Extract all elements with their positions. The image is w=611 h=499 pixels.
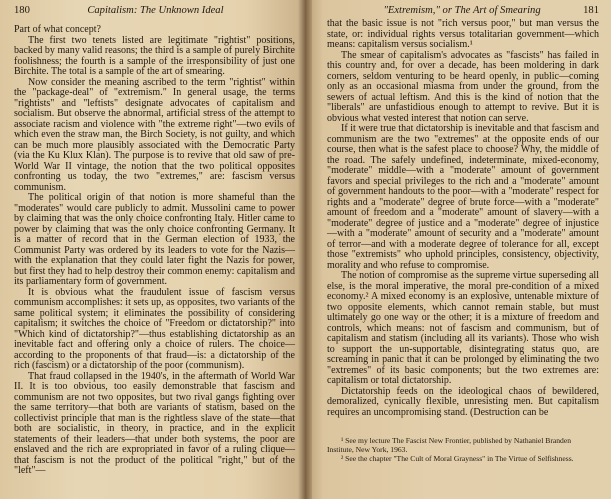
left-head-title: Capitalism: The Unknown Ideal [87, 5, 224, 16]
right-body-text [327, 19, 599, 418]
left-page-number: 180 [14, 5, 30, 16]
right-running-head [327, 4, 599, 18]
left-paragraph: The first two tenets listed are legitimate "rightist" positions, backed by many valid reasons; the third is a sample of purely Birchite foolishness; the fourth is a sample of the irresponsibility of just one Birchite. The total is a sample of the art of smearing. [14, 34, 295, 77]
left-paragraph: It is obvious what the fraudulent issue of fascism versus communism accomplishes: it sets up, as opposites, two variants of the same political system; it eliminates the possibility of considering capitalism; it switches the choice of "Freedom or dictatorship?" into "Which kind of dictatorship?"—thus establishing dictatorship as an inevitable fact and offering only a choice of rulers. The choice—according to the proponents of that fraud—is: a dictatorship of the rich (fascism) or a dictatorship of the poor (communism). [14, 286, 295, 371]
right-paragraph: Dictatorship feeds on the ideological chaos of bewildered, demoralized, cynically flexible, unresisting men. But capitalism requires an uncompromising stand. (Destruction can be [327, 385, 599, 418]
right-head-title: "Extremism," or The Art of Smearing [383, 5, 541, 16]
left-paragraph: Now consider the meaning ascribed to the term "rightist" within the "package-deal" of "extremism." In general usage, the terms "rightists" and "leftists" designate advocates of capitalism and socialism. But observe the abnormal, artificial stress of the attempt to associate racism and violence with "the extreme right"—two evils of which even the straw man, the Birch Society, is not guilty, and which can be much more plausibly associated with the Democratic Party (via the Ku Klux Klan). The purpose is to revive that old saw of pre-World War II vintage, the notion that the two political opposites confronting us today, the two "extremes," are: fascism versus communism. [14, 76, 295, 193]
left-paragraph: The political origin of that notion is more shameful than the "moderates" would care publicly to admit. Mussolini came to power by claiming that was the only choice confronting Italy. Hitler came to power by claiming that was the only choice confronting Germany. It is a matter of record that in the German election of 1933, the Communist Party was ordered by its leaders to vote for the Nazis—with the explanation that they could later fight the Nazis for power, but first they had to help destroy their common enemy: capitalism and its parliamentary form of government. [14, 192, 295, 287]
left-page [0, 0, 305, 499]
left-paragraph: Part of what concept? [14, 24, 101, 35]
left-body-text [14, 25, 295, 477]
book-gutter [298, 0, 312, 499]
footnotes [327, 436, 599, 463]
left-paragraph: That fraud collapsed in the 1940's, in the aftermath of World War II. It is too obvious, too easily demonstrable that fascism and communism are not two opposites, but two rival gangs fighting over the same territory—that both are variants of statism, based on the collectivist principle that man is the rightless slave of the state—that both are socialistic, in theory, in practice, and in the explicit statements of their leaders—that under both systems, the poor are enslaved and the rich are expropriated in favor of a ruling clique—that fascism is not the product of the political "right," but of the "left"— [14, 370, 295, 476]
right-page-number: 181 [583, 5, 599, 16]
footnote: ¹ See my lecture The Fascist New Frontier, published by Nathaniel Branden Institute, New York, 1963. [327, 436, 572, 454]
right-paragraph: The smear of capitalism's advocates as "fascists" has failed in this country and, for over a decade, has been moldering in dark corners, seldom venturing to be heard openly, in public—coming only as an occasional miasma from under the ground, from the sewers of actual leftism. And this is the kind of notion that the "liberals" are unfastidious enough to attempt to revive. But it is obvious what vested interest that notion can serve. [327, 49, 599, 124]
footnote: ² See the chapter "The Cult of Moral Grayness" in The Virtue of Selfishness. [341, 454, 574, 463]
right-page [305, 0, 611, 499]
right-paragraph: that the basic issue is not "rich versus poor," but man versus the state, or: individual rights versus totalitarian government—which means: capitalism versus socialism.¹ [327, 18, 599, 50]
right-paragraph: If it were true that dictatorship is inevitable and that fascism and communism are the two "extremes" at the opposite ends of our course, then what is the safest place to choose? Why, the middle of the road. The safely undefined, indeterminate, mixed-economy, "moderate" middle—with a "moderate" amount of government favors and special privileges to the rich and a "moderate" amount of government handouts to the poor—with a "moderate" respect for rights and a "moderate" degree of brute force—with a "moderate" amount of freedom and a "moderate" amount of slavery—with a "moderate" degree of justice and a "moderate" degree of injustice—with a "moderate" amount of security and a "moderate" amount of terror—and with a moderate degree of tolerance for all, except those "extremists" who uphold principles, consistency, objectivity, morality and who refuse to compromise. [327, 123, 599, 271]
left-running-head [14, 4, 295, 18]
right-paragraph: The notion of compromise as the supreme virtue superseding all else, is the moral imperative, the moral pre-condition of a mixed economy.² A mixed economy is an explosive, untenable mixture of two opposite elements, which cannot remain stable, but must ultimately go one way or the other; it is a mixture of freedom and controls, which means: not of fascism and communism, but of capitalism and statism (including all its variants). Those who wish to support the un-supportable, disintegrating status quo, are screaming in panic that it can be prolonged by eliminating the two "extremes" of its basic components; but the two extremes are: capitalism or total dictatorship. [327, 270, 599, 386]
